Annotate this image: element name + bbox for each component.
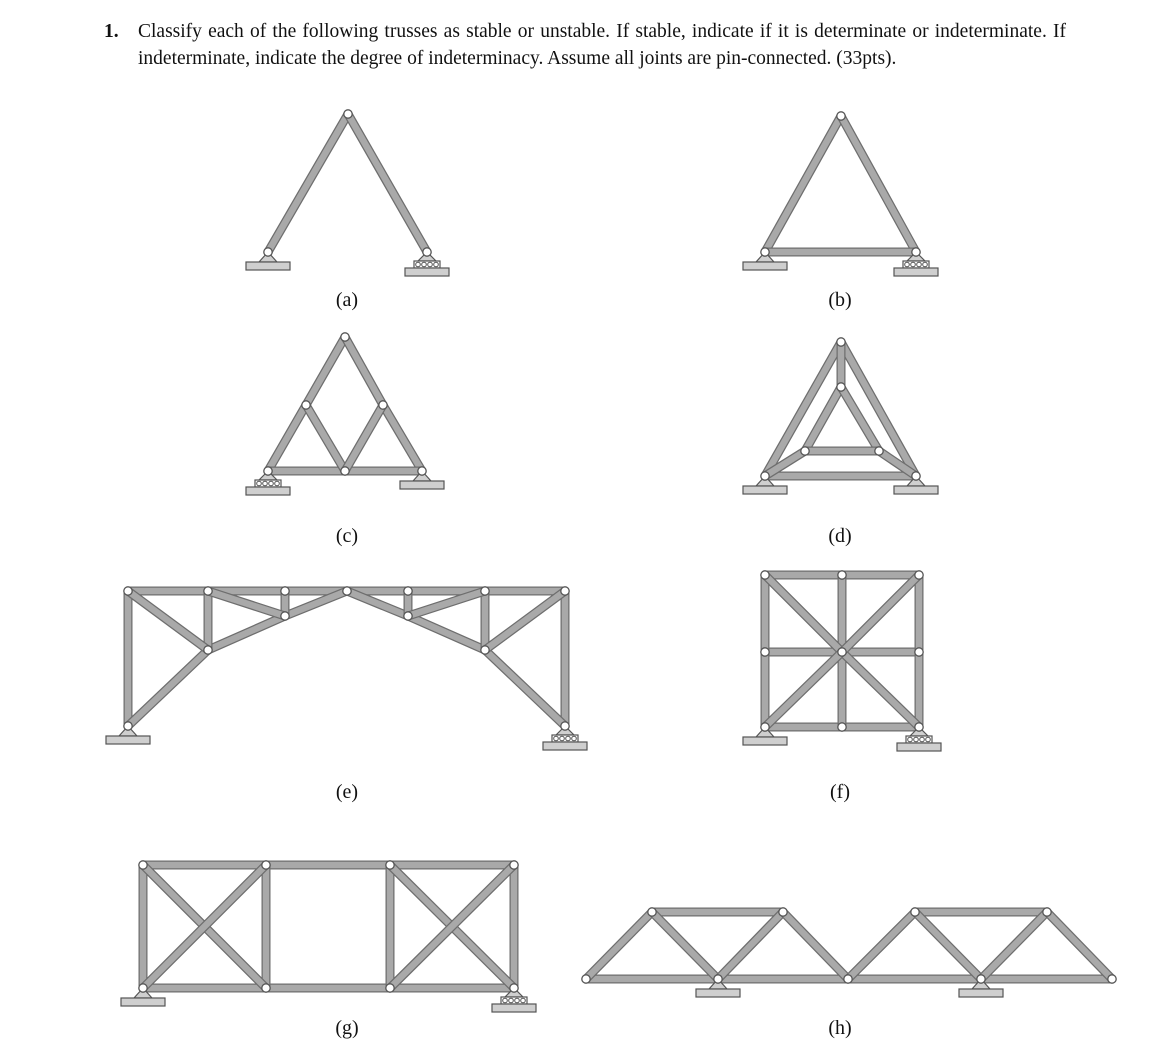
figure-b-member: [765, 116, 841, 252]
figure-h-joint: [648, 908, 656, 916]
figure-e-joint: [404, 587, 412, 595]
figure-g-joint: [510, 984, 518, 992]
figure-h-member: [586, 912, 652, 979]
figure-e-member: [485, 650, 565, 726]
figure-a-joint: [344, 110, 352, 118]
figure-d-label: (d): [828, 525, 852, 547]
figure-a-joint: [423, 248, 431, 256]
figure-e-joint: [124, 587, 132, 595]
figure-h-joint: [714, 975, 722, 983]
figure-b-joint: [761, 248, 769, 256]
figure-f-label: (f): [830, 781, 850, 803]
figure-e-joint: [204, 646, 212, 654]
figure-h-joint: [911, 908, 919, 916]
figure-b-joint: [837, 112, 845, 120]
figure-e-joint: [404, 612, 412, 620]
figure-f-member: [842, 575, 919, 652]
figure-f-member: [842, 652, 919, 727]
figure-c-joint: [264, 467, 272, 475]
figure-h-joint: [1108, 975, 1116, 983]
figure-h-joint: [1043, 908, 1051, 916]
figure-a-joint: [264, 248, 272, 256]
figure-a-member: [348, 114, 427, 252]
truss-members: [128, 114, 1112, 988]
figure-e-joint: [481, 587, 489, 595]
figure-g-joint: [510, 861, 518, 869]
figure-g-joint: [386, 984, 394, 992]
figure-h-joint: [844, 975, 852, 983]
figure-c-member: [345, 405, 383, 471]
figure-g-joint: [139, 984, 147, 992]
figure-a-label: (a): [335, 289, 359, 311]
figure-f-joint: [838, 648, 846, 656]
figure-d-joint: [801, 447, 809, 455]
figure-e-joint: [561, 722, 569, 730]
figure-g-joint: [262, 984, 270, 992]
figure-b-joint: [912, 248, 920, 256]
figure-g-joint: [139, 861, 147, 869]
figure-g-joint: [386, 861, 394, 869]
figure-h-joint: [779, 908, 787, 916]
figure-c-member: [306, 405, 345, 471]
figure-e-member: [128, 650, 208, 726]
figure-e-member: [485, 591, 565, 650]
figure-c-joint: [302, 401, 310, 409]
figure-g-label: (g): [335, 1017, 359, 1039]
figure-e-joint: [561, 587, 569, 595]
question-text: Classify each of the following trusses as stable or unstable. If stable, indicate if it is determinate or indeterminate. If indeterminate, indicate the degree of indeterminacy. Assume all joints are pin-connected. (33pts).: [138, 21, 1066, 69]
figure-h-member: [848, 912, 915, 979]
figure-h-joint: [977, 975, 985, 983]
figure-c-joint: [341, 333, 349, 341]
figure-h-member: [652, 912, 718, 979]
figure-c-member: [345, 337, 383, 405]
figure-g-joint: [262, 861, 270, 869]
figure-e-joint: [281, 587, 289, 595]
figure-c-member: [306, 337, 345, 405]
figure-f-joint: [915, 648, 923, 656]
figure-c-member: [383, 405, 422, 471]
figure-c-joint: [341, 467, 349, 475]
figure-d-joint: [837, 338, 845, 346]
figure-f-joint: [915, 571, 923, 579]
figure-d-joint: [875, 447, 883, 455]
figure-e-joint: [481, 646, 489, 654]
figure-f-member: [765, 575, 842, 652]
figure-c-joint: [379, 401, 387, 409]
question-number: 1.: [104, 21, 119, 42]
figure-c-label: (c): [335, 525, 359, 547]
figure-f-joint: [838, 571, 846, 579]
figure-h-member: [1047, 912, 1112, 979]
figure-b-label: (b): [828, 289, 852, 311]
figure-h-member: [718, 912, 783, 979]
figure-b-member: [841, 116, 916, 252]
figure-f-joint: [761, 648, 769, 656]
figure-e-joint: [343, 587, 351, 595]
figure-c-joint: [418, 467, 426, 475]
figure-e-member: [208, 616, 285, 650]
figure-c-member: [268, 405, 306, 471]
figure-h-member: [783, 912, 848, 979]
figure-e-label: (e): [335, 781, 359, 803]
figure-a-member: [268, 114, 348, 252]
figure-h-joint: [582, 975, 590, 983]
figure-d-joint: [761, 472, 769, 480]
figure-e-joint: [281, 612, 289, 620]
figure-f-member: [765, 652, 842, 727]
figure-e-joint: [204, 587, 212, 595]
figure-f-joint: [838, 723, 846, 731]
figure-e-member: [128, 591, 208, 650]
figure-d-joint: [837, 383, 845, 391]
figure-f-joint: [915, 723, 923, 731]
figure-h-label: (h): [828, 1017, 852, 1039]
figure-h-member: [981, 912, 1047, 979]
figure-e-member: [408, 616, 485, 650]
figure-f-joint: [761, 571, 769, 579]
figure-h-member: [915, 912, 981, 979]
figure-e-joint: [124, 722, 132, 730]
figure-d-joint: [912, 472, 920, 480]
figure-f-joint: [761, 723, 769, 731]
